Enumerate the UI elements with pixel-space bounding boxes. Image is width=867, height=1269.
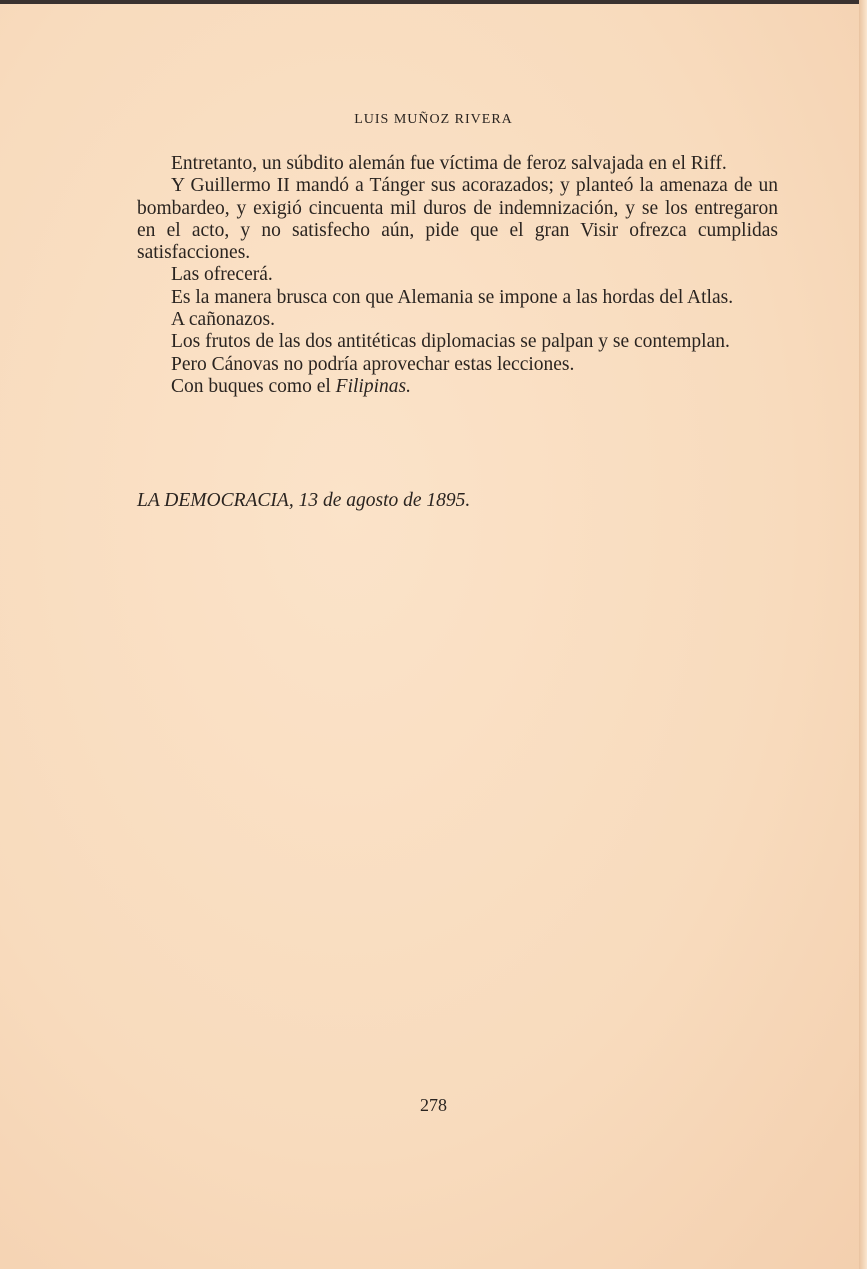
paragraph: A cañonazos. xyxy=(171,309,275,331)
ship-name: Filipinas. xyxy=(335,375,411,397)
paragraph: Los frutos de las dos antitéticas diplomacias se palpan y se contemplan. xyxy=(171,331,730,353)
paragraph: Pero Cánovas no podría aprovechar estas lecciones. xyxy=(171,353,575,375)
paragraph: Y Guillermo II mandó a Tánger sus acorazados; y planteó la amenaza de un bombardeo, y exigió cincuenta mil duros de indemnización, y se los entregaron en el acto, y no satisfecho aún, pide que el gran Visir ofrezca cumplidas satisfacciones. xyxy=(137,175,778,264)
page-right-edge xyxy=(859,0,867,1269)
last-line-text: Con buques como el xyxy=(171,375,336,397)
page-top-edge xyxy=(0,0,867,4)
paragraph: Las ofrecerá. xyxy=(171,264,273,286)
paragraph-last xyxy=(137,376,778,398)
body-text xyxy=(137,153,778,398)
source-signature: LA DEMOCRACIA, 13 de agosto de 1895. xyxy=(137,490,471,511)
page-number: 278 xyxy=(420,1095,447,1115)
running-head: LUIS MUÑOZ RIVERA xyxy=(354,112,513,127)
paragraph: Entretanto, un súbdito alemán fue víctima de feroz salvajada en el Riff. xyxy=(171,153,727,174)
paragraph: Es la manera brusca con que Alemania se impone a las hordas del Atlas. xyxy=(171,286,734,308)
